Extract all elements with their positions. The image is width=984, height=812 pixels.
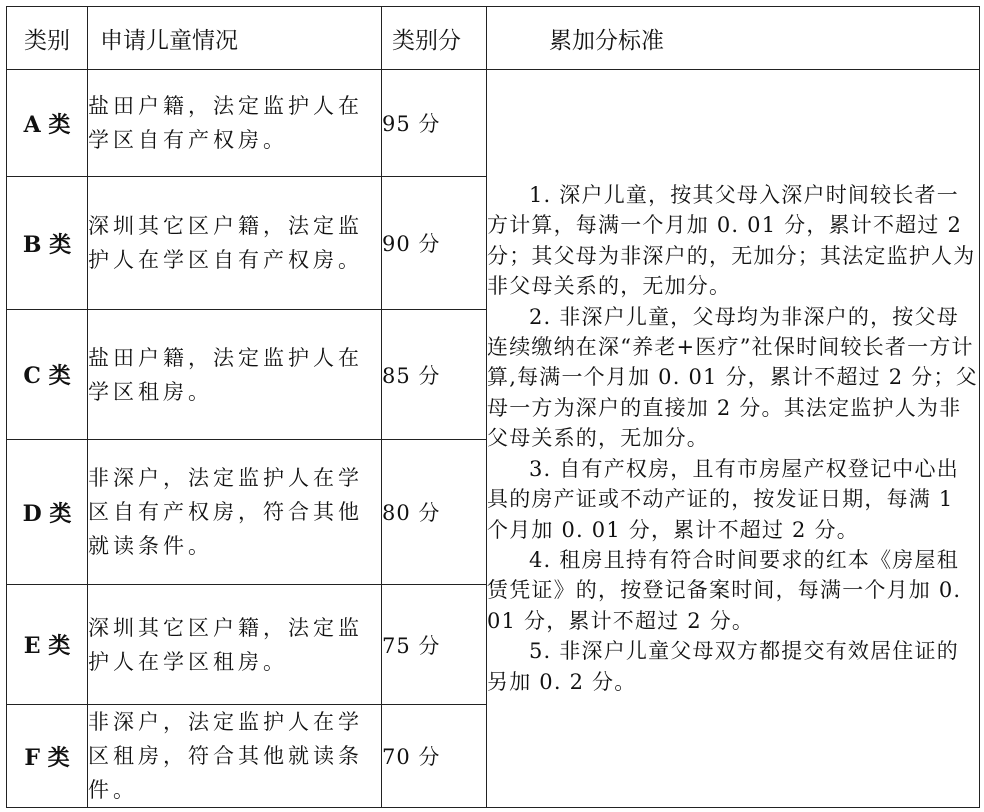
header-category-score: 类别分 — [382, 7, 487, 70]
header-applicant-situation: 申请儿童情况 — [88, 7, 382, 70]
bonus-rule: 5. 非深户儿童父母双方都提交有效居住证的另加 0. 2 分。 — [487, 639, 959, 694]
description-cell: 深圳其它区户籍，法定监护人在学区租房。 — [88, 585, 382, 705]
bonus-rules-cell — [487, 70, 980, 808]
score-cell: 90 分 — [382, 177, 487, 310]
description-cell: 盐田户籍，法定监护人在学区自有产权房。 — [88, 70, 382, 177]
bonus-rule: 1. 深户儿童，按其父母入深户时间较长者一方计算，每满一个月加 0. 01 分，累计不超过 2 分；其父母为非深户的，无加分；其法定监护人为非父母关系的，无加分。 — [487, 183, 976, 299]
score-cell: 85 分 — [382, 310, 487, 440]
header-bonus-criteria: 累加分标准 — [487, 7, 980, 70]
description-cell: 非深户，法定监护人在学区自有产权房，符合其他就读条件。 — [88, 440, 382, 585]
category-cell: B 类 — [7, 177, 88, 310]
admission-scoring-table — [6, 6, 980, 808]
score-cell: 70 分 — [382, 705, 487, 808]
category-cell: E 类 — [7, 585, 88, 705]
table-header-row — [7, 7, 980, 70]
table-row — [7, 70, 980, 177]
category-cell: A 类 — [7, 70, 88, 177]
score-cell: 95 分 — [382, 70, 487, 177]
score-cell: 75 分 — [382, 585, 487, 705]
bonus-rule: 2. 非深户儿童，父母均为非深户的，按父母连续缴纳在深“养老+医疗”社保时间较长者一方计算,每满一个月加 0. 01 分，累计不超过 2 分；父母一方为深户的直接加 2 分。其法定监护人为非父母关系的，无加分。 — [487, 304, 978, 451]
bonus-rule: 4. 租房且持有符合时间要求的红本《房屋租赁凭证》的，按登记备案时间，每满一个月加 0. 01 分，累计不超过 2 分。 — [487, 547, 962, 633]
category-cell: F 类 — [7, 705, 88, 808]
category-cell: C 类 — [7, 310, 88, 440]
description-cell: 盐田户籍，法定监护人在学区租房。 — [88, 310, 382, 440]
bonus-rule: 3. 自有产权房，且有市房屋产权登记中心出具的房产证或不动产证的，按发证日期，每满 1 个月加 0. 01 分，累计不超过 2 分。 — [487, 456, 959, 542]
category-cell: D 类 — [7, 440, 88, 585]
score-cell: 80 分 — [382, 440, 487, 585]
description-cell: 深圳其它区户籍，法定监护人在学区自有产权房。 — [88, 177, 382, 310]
header-category: 类别 — [7, 7, 88, 70]
description-cell: 非深户，法定监护人在学区租房，符合其他就读条件。 — [88, 705, 382, 808]
